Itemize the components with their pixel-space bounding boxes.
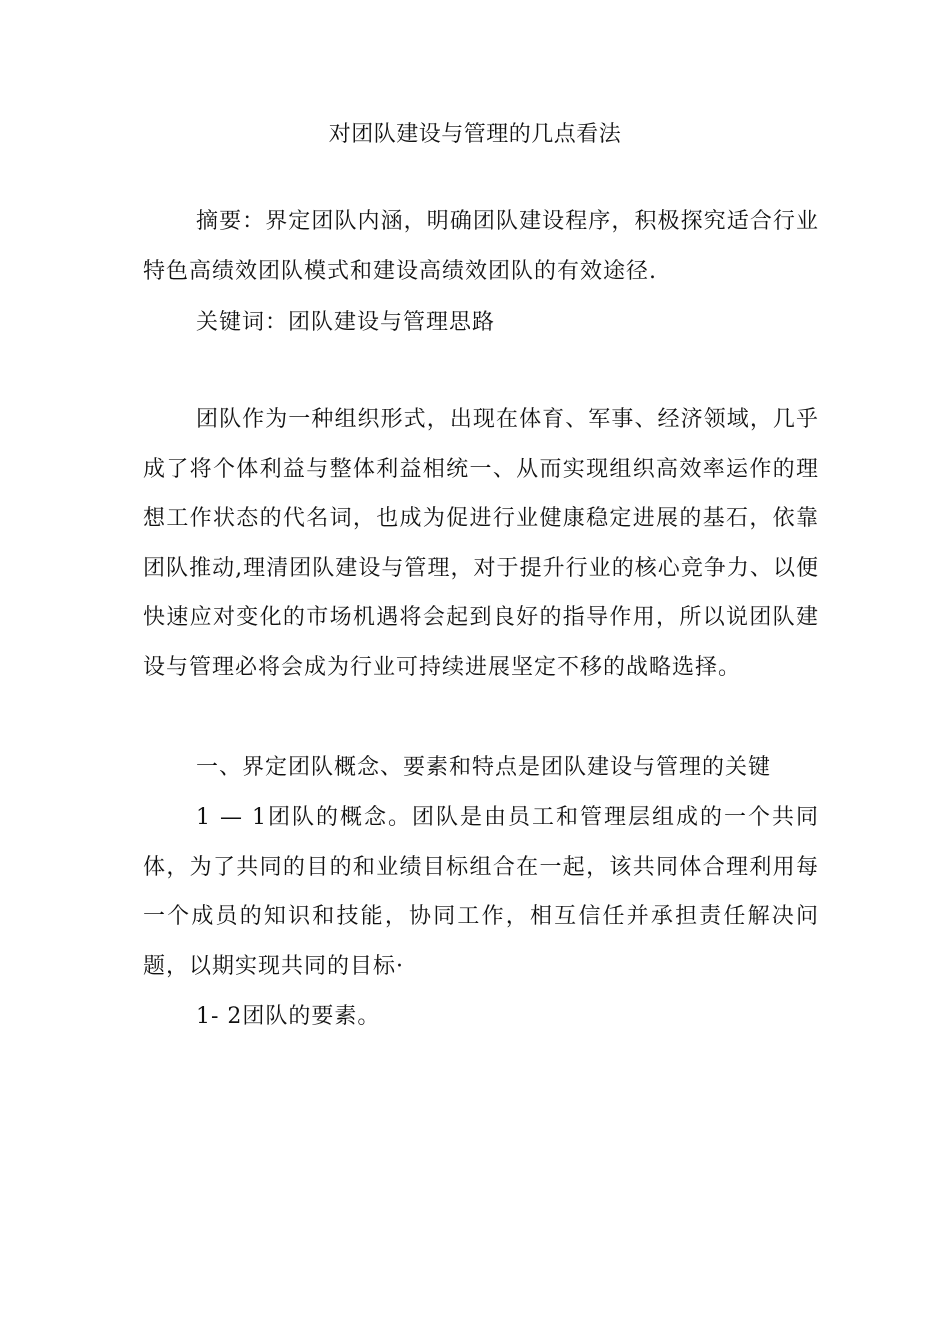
section-heading: 一、界定团队概念、要素和特点是团队建设与管理的关键 xyxy=(196,755,772,780)
abstract-paragraph: 摘要：界定团队内涵，明确团队建设程序，积极探究适合行业特色高绩效团队模式和建设高绩效团队的有效途径. xyxy=(143,209,819,284)
subsection-heading: 1- 2团队的要素。 xyxy=(196,1004,381,1029)
keywords-line: 关键词：团队建设与管理思路 xyxy=(196,310,496,335)
body-paragraph-team-concept: 1 — 1团队的概念。团队是由员工和管理层组成的一个共同体，为了共同的目的和业绩目标组合在一起，该共同体合理利用每一个成员的知识和技能，协同工作，相互信任并承担责任解决问题，以期实现共同的目标· xyxy=(143,805,819,979)
body-paragraph: 团队作为一种组织形式，出现在体育、军事、经济领域，几乎成了将个体利益与整体利益相统一、从而实现组织高效率运作的理想工作状态的代名词，也成为促进行业健康稳定进展的基石，依靠团队推动,理清团队建设与管理，对于提升行业的核心竞争力、以便快速应对变化的市场机遇将会起到良好的指导作用，所以说团队建设与管理必将会成为行业可持续进展坚定不移的战略选择。 xyxy=(143,407,819,680)
document-title: 对团队建设与管理的几点看法 xyxy=(328,122,622,147)
